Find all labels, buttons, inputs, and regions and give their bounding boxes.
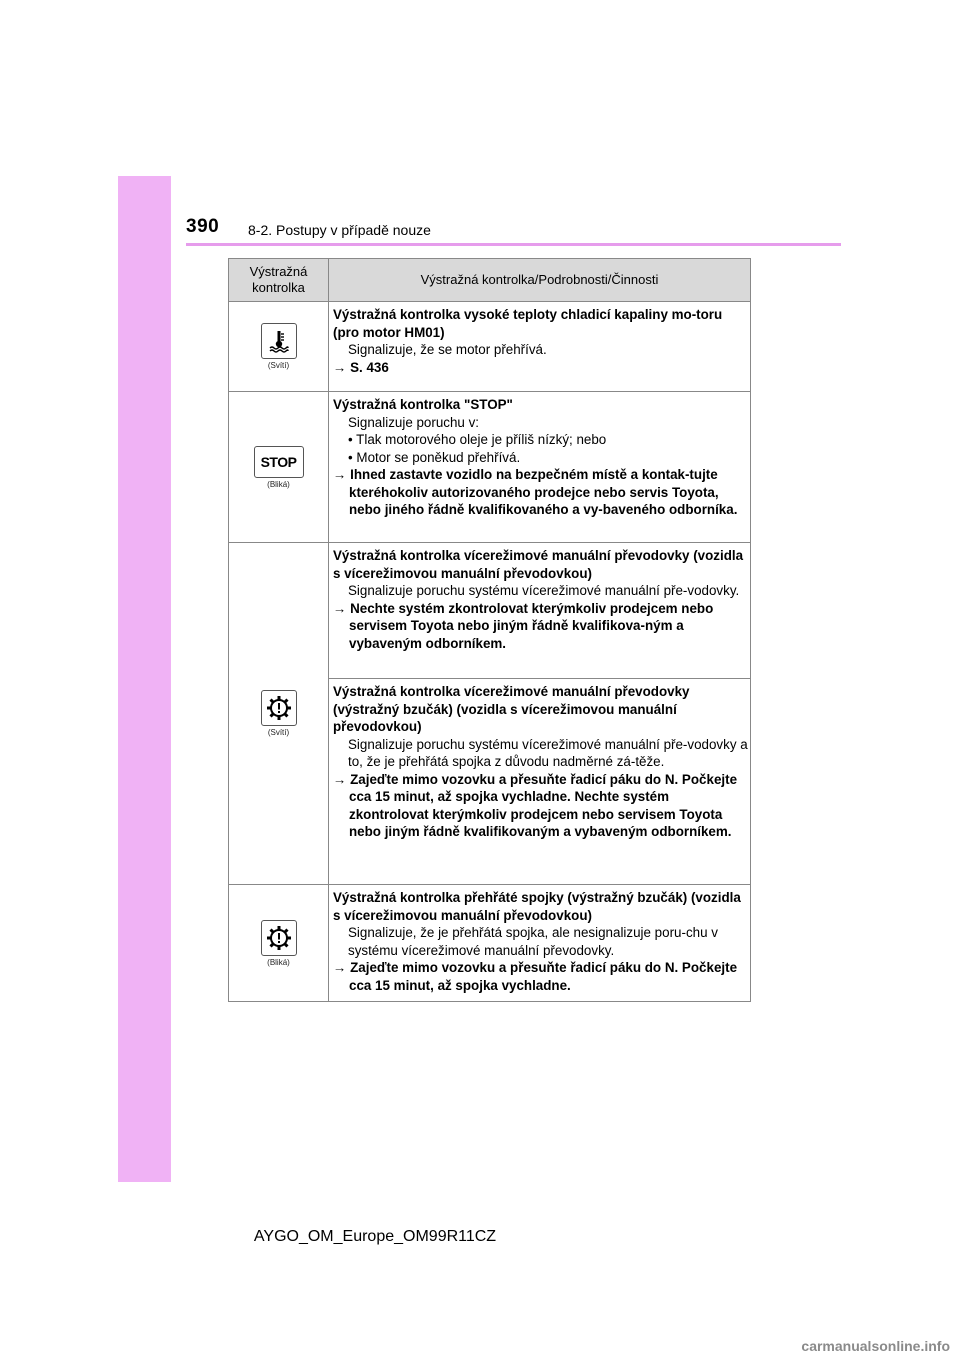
light-state: (Bliká) [267,957,290,967]
details-cell [329,885,751,1002]
transmission-warning-icon [261,920,297,956]
col-header-light: Výstražná kontrolka [229,259,329,302]
side-tab-band [118,176,171,1182]
icon-cell [229,543,329,885]
light-description: Signalizuje, že se motor přehřívá. [348,342,547,357]
light-description: Signalizuje poruchu v: [348,414,480,430]
transmission-warning-icon [261,690,297,726]
section-title: 8-2. Postupy v případě nouze [248,222,431,238]
table-row [229,885,751,1002]
warning-lights-table [228,258,751,1002]
light-description: Signalizuje poruchu systému vícerežimové manuální pře-vodovky a to, že je přehřátá spojka z důvodu nadměrné zá-těže. [348,736,748,769]
light-title: Výstražná kontrolka "STOP" [333,397,513,412]
light-action: → Nechte systém zkontrolovat kterýmkoliv prodejcem nebo servisem Toyota nebo jiným řádně kvalifikova-ným a vybaveným odborníkem. [333,600,714,651]
document-footer: AYGO_OM_Europe_OM99R11CZ [253,1228,497,1245]
icon-cell [229,302,329,392]
table-row [229,302,751,392]
light-state: (Bliká) [267,479,290,489]
light-description: Signalizuje, že je přehřátá spojka, ale nesignalizuje poru-chu v systému vícerežimové manuální převodovky. [348,925,718,958]
col-header-details: Výstražná kontrolka/Podrobnosti/Činnosti [329,259,751,302]
table-row [229,392,751,543]
light-description: Signalizuje poruchu systému vícerežimové manuální pře-vodovky. [348,583,740,598]
watermark: carmanualsonline.info [801,1338,950,1354]
icon-cell [229,392,329,543]
bullet-item: • Tlak motorového oleje je příliš nízký; nebo [348,432,607,447]
details-cell [329,679,751,885]
details-cell [329,543,751,679]
coolant-temperature-icon [261,323,297,359]
light-action: → Ihned zastavte vozidlo na bezpečném místě a kontak-tujte kteréhokoliv autorizovaného prodejce nebo servis Toyota, nebo jiného řádně kvalifikovaného a vy-baveného odborníka. [333,467,738,517]
stop-icon-text: STOP [260,453,297,470]
light-action: → Zajeďte mimo vozovku a přesuňte řadicí páku do N. Počkejte cca 15 minut, až spojka vychladne. [333,960,738,993]
light-title: Výstražná kontrolka vícerežimové manuální převodovky (vozidla s vícerežimovou manuální převodovkou) [333,548,744,581]
light-state: (Svítí) [267,361,290,370]
table-row [229,543,751,679]
bullet-item: • Motor se poněkud přehřívá. [348,449,521,465]
light-state: (Svítí) [267,728,290,737]
header-rule [186,243,841,246]
light-title: Výstražná kontrolka vysoké teploty chladicí kapaliny mo-toru (pro motor HM01) [333,307,723,340]
table-header-row [229,259,751,302]
stop-icon [254,446,304,478]
light-title: Výstražná kontrolka přehřáté spojky (výstražný bzučák) (vozidla s vícerežimovou manuální převodovkou) [333,890,741,923]
light-action: → Zajeďte mimo vozovku a přesuňte řadicí páku do N. Počkejte cca 15 minut, až spojka vychladne. Nechte systém zkontrolovat kterýmkoliv prodejcem nebo servisem Toyota nebo jiným řádně kvalifikovaným a vybaveným odborníkem. [333,771,738,839]
icon-cell [229,885,329,1002]
light-title: Výstražná kontrolka vícerežimové manuální převodovky (výstražný bzučák) (vozidla s vícerežimovou manuální převodovkou) [333,684,690,734]
details-cell [329,392,751,543]
light-action: → S. 436 [333,359,389,375]
details-cell [329,302,751,392]
page-number: 390 [186,216,220,237]
